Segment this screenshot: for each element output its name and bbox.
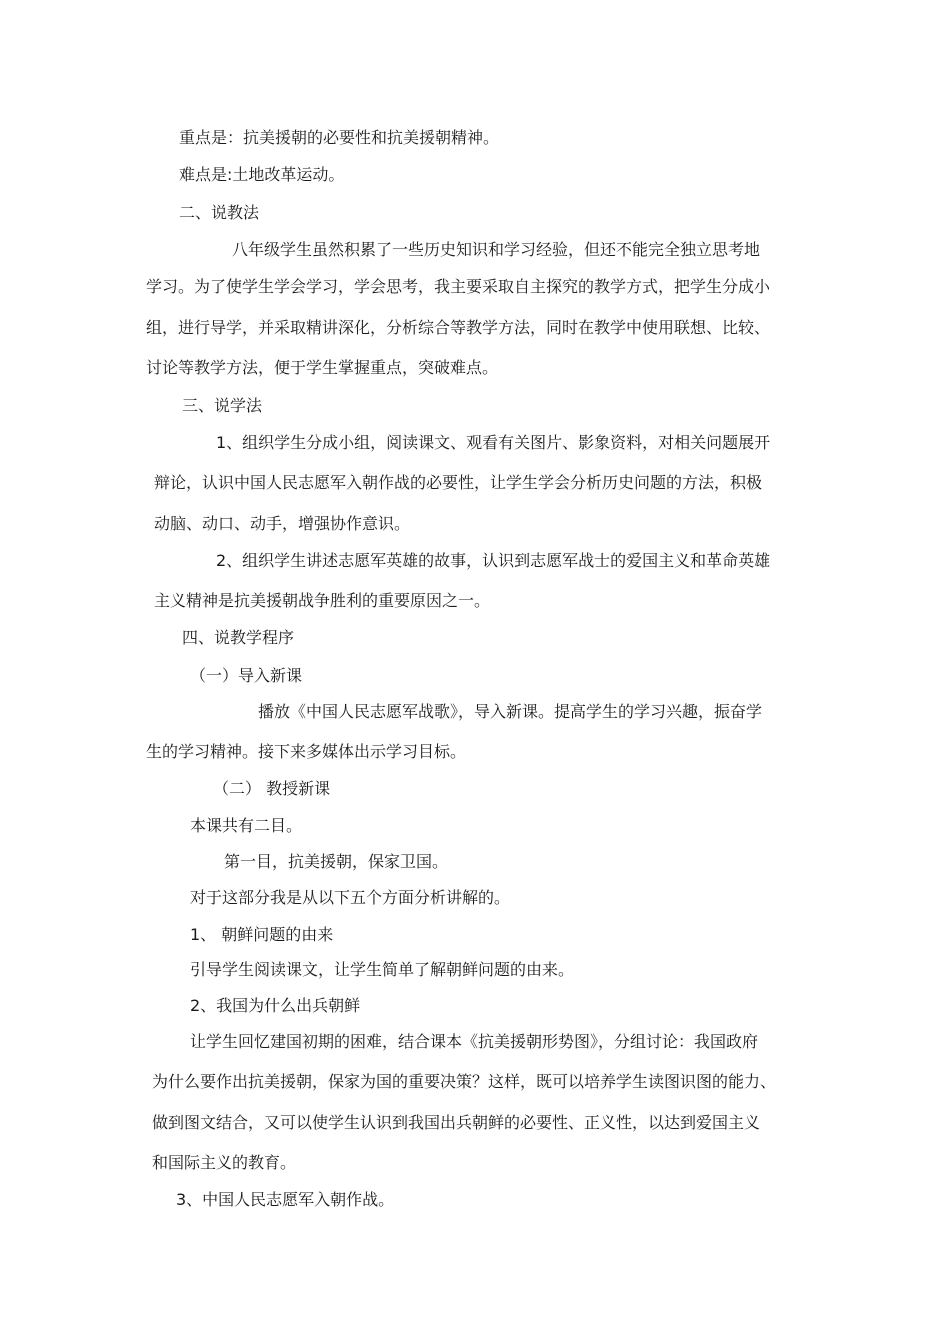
subsection-heading-new-lesson: （二） 教授新课 bbox=[213, 779, 331, 798]
paragraph-line: 生的学习精神。接下来多媒体出示学习目标。 bbox=[146, 742, 467, 761]
section-heading-teaching-method: 二、说教法 bbox=[179, 203, 260, 222]
difficulty-line: 难点是:土地改革运动。 bbox=[179, 165, 345, 184]
paragraph-line: 做到图文结合，又可以使学生认识到我国出兵朝鲜的必要性、正义性，以达到爱国主义 bbox=[152, 1113, 761, 1132]
paragraph-line: 2、组织学生讲述志愿军英雄的故事，认识到志愿军战士的爱国主义和革命英雄 bbox=[216, 551, 771, 570]
list-item-heading: 2、我国为什么出兵朝鲜 bbox=[190, 996, 361, 1015]
section-heading-teaching-procedure: 四、说教学程序 bbox=[182, 628, 295, 647]
paragraph-line: 组，进行导学，并采取精讲深化，分析综合等教学方法，同时在教学中使用联想、比较、 bbox=[146, 318, 771, 337]
paragraph-line: 学习。为了使学生学会学习，学会思考，我主要采取自主探究的教学方式，把学生分成小 bbox=[146, 277, 771, 296]
paragraph-line: 主义精神是抗美援朝战争胜利的重要原因之一。 bbox=[154, 591, 491, 610]
paragraph-line: 和国际主义的教育。 bbox=[152, 1153, 297, 1172]
subsection-heading-intro: （一）导入新课 bbox=[190, 666, 303, 685]
paragraph-line: 播放《中国人民志愿军战歌》，导入新课。提高学生的学习兴趣，振奋学 bbox=[258, 702, 763, 721]
paragraph-line: 让学生回忆建国初期的困难，结合课本《抗美援朝形势图》，分组讨论：我国政府 bbox=[190, 1032, 759, 1051]
key-point-line: 重点是：抗美援朝的必要性和抗美援朝精神。 bbox=[179, 128, 500, 147]
paragraph-line: 讨论等教学方法，便于学生掌握重点，突破难点。 bbox=[146, 358, 499, 377]
paragraph-line: 八年级学生虽然积累了一些历史知识和学习经验，但还不能完全独立思考地 bbox=[232, 240, 761, 259]
list-item-heading: 3、中国人民志愿军入朝作战。 bbox=[176, 1190, 395, 1209]
paragraph-line: 本课共有二目。 bbox=[190, 816, 303, 835]
paragraph-line: 辩论，认识中国人民志愿军入朝作战的必要性，让学生学会分析历史问题的方法，积极 bbox=[154, 473, 763, 492]
paragraph-line: 引导学生阅读课文，让学生简单了解朝鲜问题的由来。 bbox=[190, 960, 575, 979]
list-item-heading: 1、 朝鲜问题的由来 bbox=[190, 925, 334, 944]
paragraph-line: 第一目，抗美援朝，保家卫国。 bbox=[224, 852, 449, 871]
paragraph-line: 动脑、动口、动手，增强协作意识。 bbox=[154, 514, 411, 533]
paragraph-line: 1、组织学生分成小组，阅读课文、观看有关图片、影象资料，对相关问题展开 bbox=[216, 433, 771, 452]
paragraph-line: 为什么要作出抗美援朝，保家为国的重要决策？这样，既可以培养学生读图识图的能力、 bbox=[152, 1072, 777, 1091]
paragraph-line: 对于这部分我是从以下五个方面分析讲解的。 bbox=[190, 888, 511, 907]
section-heading-learning-method: 三、说学法 bbox=[182, 396, 263, 415]
